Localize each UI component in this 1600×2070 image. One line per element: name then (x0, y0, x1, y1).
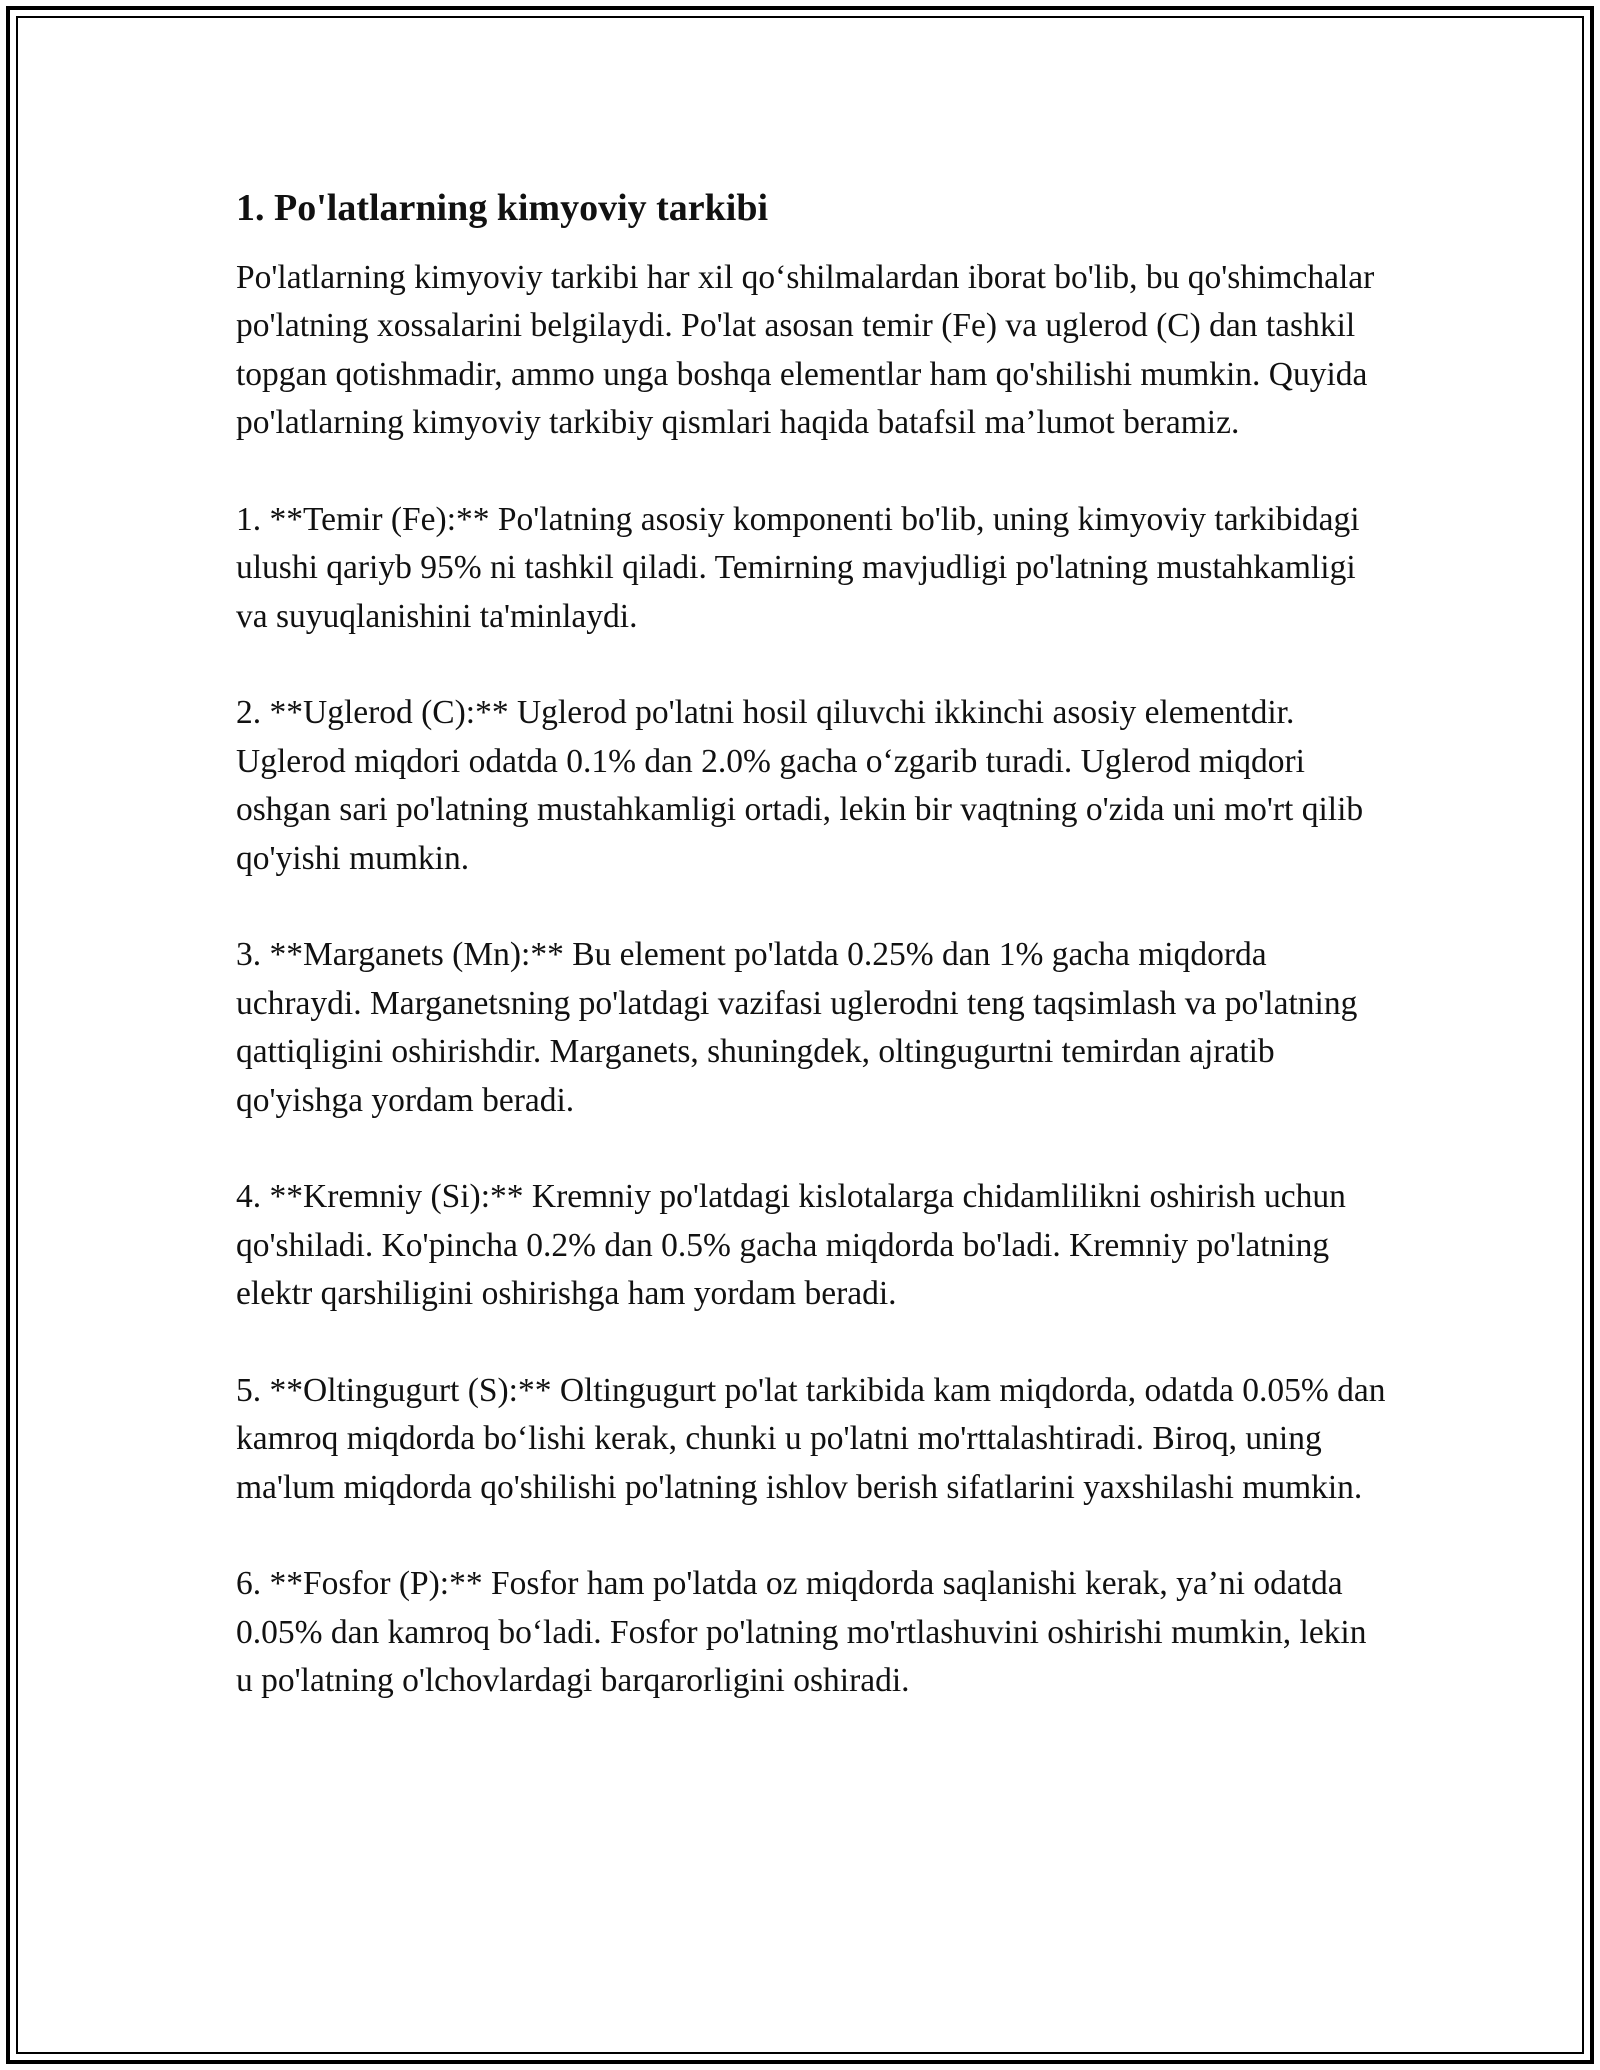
paragraph-silicon: 4. **Kremniy (Si):** Kremniy po'latdagi kislotalarga chidamlilikni oshirish uchun qo'shiladi. Ko'pincha 0.2% dan 0.5% gacha miqdorda bo'ladi. Kremniy po'latning elektr qarshiligini oshirishga ham yordam beradi. (236, 1178, 1346, 1313)
document-body (236, 186, 1386, 1754)
paragraph-carbon: 2. **Uglerod (C):** Uglerod po'latni hosil qiluvchi ikkinchi asosiy elementdir. Uglerod miqdori odatda 0.1% dan 2.0% gacha o‘zgarib turadi. Uglerod miqdori oshgan sari po'latning mustahkamligi ortadi, lekin bir vaqtning o'zida uni mo'rt qilib qo'yishi mumkin. (236, 694, 1364, 877)
paragraph-phosphorus: 6. **Fosfor (P):** Fosfor ham po'latda oz miqdorda saqlanishi kerak, ya’ni odatda 0.05% dan kamroq bo‘ladi. Fosfor po'latning mo'rtlashuvini oshirishi mumkin, lekin u po'latning o'lchovlardagi barqarorligini oshiradi. (236, 1565, 1367, 1700)
paragraph-manganese: 3. **Marganets (Mn):** Bu element po'latda 0.25% dan 1% gacha miqdorda uchraydi. Marganetsning po'latdagi vazifasi uglerodni teng taqsimlash va po'latning qattiqligini oshirishdir. Marganets, shuningdek, oltingugurtni temirdan ajratib qo'yishga yordam beradi. (236, 936, 1358, 1119)
intro-paragraph: Po'latlarning kimyoviy tarkibi har xil qo‘shilmalardan iborat bo'lib, bu qo'shimchalar po'latning xossalarini belgilaydi. Po'lat asosan temir (Fe) va uglerod (C) dan tashkil topgan qotishmadir, ammo unga boshqa elementlar ham qo'shilishi mumkin. Quyida po'latlarning kimyoviy tarkibiy qismlari haqida batafsil ma’lumot beramiz. (236, 258, 1375, 442)
paragraph-sulfur: 5. **Oltingugurt (S):** Oltingugurt po'lat tarkibida kam miqdorda, odatda 0.05% dan kamroq miqdorda bo‘lishi kerak, chunki u po'latni mo'rttalashtiradi. Biroq, uning ma'lum miqdorda qo'shilishi po'latning ishlov berish sifatlarini yaxshilashi mumkin. (236, 1371, 1386, 1506)
section-heading: 1. Po'latlarning kimyoviy tarkibi (236, 187, 769, 229)
paragraph-iron: 1. **Temir (Fe):** Po'latning asosiy komponenti bo'lib, uning kimyoviy tarkibidagi ulushi qariyb 95% ni tashkil qiladi. Temirning mavjudligi po'latning mustahkamligi va suyuqlanishini ta'minlaydi. (236, 500, 1360, 635)
